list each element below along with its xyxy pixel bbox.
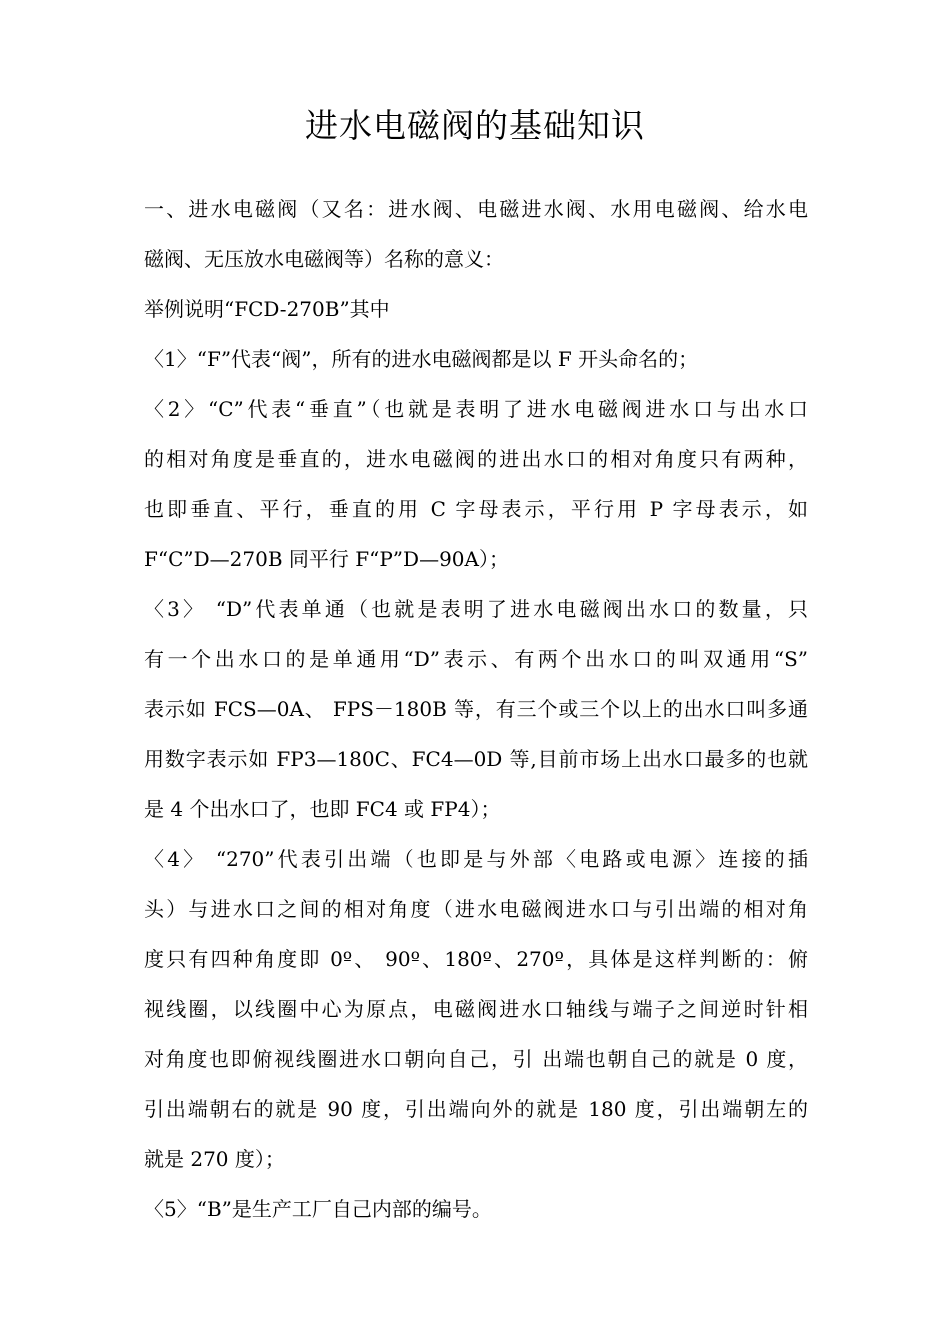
text-line: 一、进水电磁阀（又名：进水阀、电磁进水阀、水用电磁阀、给水电: [144, 197, 808, 221]
text-line: 就是 270 度）；: [144, 1147, 285, 1171]
text-line: 的相对角度是垂直的，进水电磁阀的进出水口的相对角度只有两种，: [144, 447, 808, 471]
text-line: 也即垂直、平行，垂直的用 C 字母表示，平行用 P 字母表示，如: [144, 497, 808, 521]
text-line: 〈2〉“C”代表“垂直”（也就是表明了进水电磁阀进水口与出水口: [144, 397, 808, 421]
text-line: 〈4〉 “270”代表引出端（也即是与外部〈电路或电源〉连接的插: [144, 847, 808, 871]
text-line: 对角度也即俯视线圈进水口朝向自己，引 出端也朝自己的就是 0 度，: [144, 1047, 808, 1071]
text-line: 〈1〉“F”代表“阀”，所有的进水电磁阀都是以 F 开头命名的；: [144, 347, 699, 371]
text-line: 度只有四种角度即 0º、 90º、180º、270º，具体是这样判断的：俯: [144, 947, 808, 971]
text-line: 视线圈，以线圈中心为原点，电磁阀进水口轴线与端子之间逆时针相: [144, 997, 808, 1021]
text-line: F“C”D—270B 同平行 F“P”D—90A）；: [144, 547, 509, 571]
text-line: 是 4 个出水口了，也即 FC4 或 FP4）；: [144, 797, 501, 821]
text-line: 用数字表示如 FP3—180C、FC4—0D 等,目前市场上出水口最多的也就: [144, 747, 808, 771]
text-line: 举例说明“FCD-270B”其中: [144, 297, 390, 321]
document-title: 进水电磁阀的基础知识: [305, 106, 645, 145]
text-line: 有一个出水口的是单通用“D”表示、有两个出水口的叫双通用“S”: [144, 647, 808, 671]
text-line: 磁阀、无压放水电磁阀等）名称的意义：: [144, 247, 504, 271]
text-line: 〈5〉“B”是生产工厂自己内部的编号。: [144, 1197, 492, 1221]
text-line: 引出端朝右的就是 90 度，引出端向外的就是 180 度，引出端朝左的: [144, 1097, 808, 1121]
text-line: 头）与进水口之间的相对角度（进水电磁阀进水口与引出端的相对角: [144, 897, 808, 921]
text-line: 表示如 FCS—0A、 FPS－180B 等，有三个或三个以上的出水口叫多通: [144, 697, 808, 721]
text-line: 〈3〉 “D”代表单通（也就是表明了进水电磁阀出水口的数量，只: [144, 597, 808, 621]
